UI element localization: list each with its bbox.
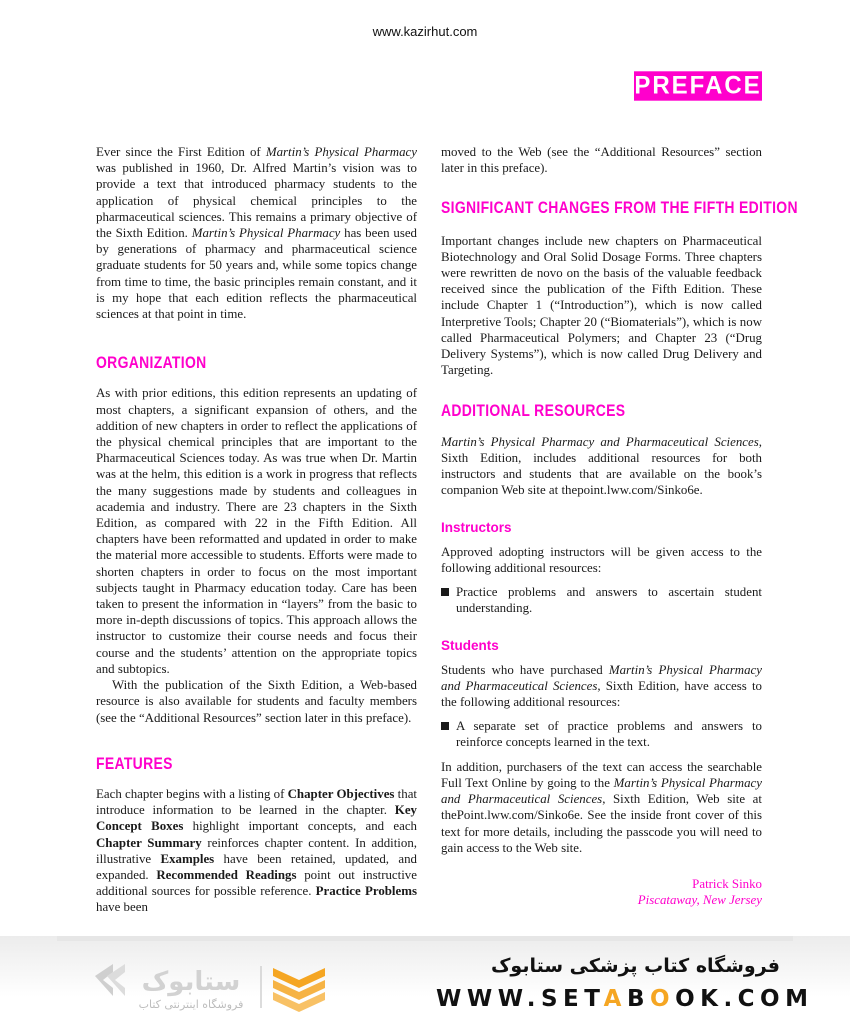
text-run: As with prior editions, this edition represents an updating of most chapters, a significant expansion of others, and the addition of new chapters in order to reflect the applications of the physical chemical principles that are important to the Pharmaceutical Sciences today. As was true when Dr. Martin was at the helm, this edition is a work in progress that reflects the many suggestions made by students and colleagues in academia and industry. There are 23 chapters in the Sixth Edition, as compared with 22 in the Fifth Edition. All chapters have been reformatted and updated in order to make the material more accessible to students. Efforts were made to shorten chapters in order to focus on the most important subjects taught in Pharmacy education today. Care has been taken to present the information in “layers” from the basic to more in-depth discussions of topics. This approach allows the instructor to customize their course needs and focus their course and the students’ attention on the appropriate topics and subtopics.	[96, 386, 417, 676]
text-run: , Sixth Edition, includes additional resources for both instructors and students that are available on the book’s companion Web site at thepoint.lww.com/Sinko6e.	[441, 434, 762, 498]
text-run: Students who have purchased	[441, 662, 609, 677]
left-column	[96, 144, 417, 916]
text-run: has been used by generations of pharmacy and pharmaceutical science graduate students for 50 years and, while some topics change from time to time, the basic principles remain constant, and it is my hope that each edition reflects the pharmaceutical sciences at that point in time.	[96, 226, 417, 322]
author-location: Piscataway, New Jersey	[637, 893, 762, 908]
stacked-chevron-icon	[273, 968, 325, 1012]
preface-banner: PREFACE	[634, 71, 762, 100]
features-heading: FEATURES	[96, 753, 173, 773]
significant-changes-heading: SIGNIFICANT CHANGES FROM THE FIFTH EDITION	[441, 198, 798, 218]
changes-paragraph	[441, 233, 762, 379]
store-url-part: B	[626, 986, 650, 1012]
organization-paragraph	[96, 385, 417, 677]
students-heading: Students	[441, 638, 499, 654]
logo-wordmark: ستابوک	[141, 967, 241, 997]
store-url[interactable]	[436, 986, 814, 1012]
bullet-square-icon	[441, 722, 449, 730]
text-run: have been retained, updated, and expanded.	[96, 851, 417, 882]
italic-title: Martin’s Physical Pharmacy and Pharmaceutical Sciences	[441, 434, 759, 449]
bold-term: Recommended Readings	[156, 867, 297, 882]
resources-paragraph	[441, 434, 762, 499]
store-url-part: OK.COM	[675, 986, 814, 1012]
bold-term: Practice Problems	[315, 884, 417, 899]
setabook-logo[interactable]	[93, 960, 343, 1012]
text-run: With the publication of the Sixth Edition, a Web-based resource is also available for students and faculty members (see the “Additional Resources” section later in this preface).	[96, 678, 417, 725]
intro-paragraph	[96, 144, 417, 322]
text-run: Practice problems and answers to ascertain student understanding.	[456, 585, 762, 616]
text-run: , Sixth Edition, Web site at thePoint.lww.com/Sinko6e. See the inside front cover of this text for more details, including the passcode you will need to gain access to the Web site.	[441, 792, 762, 855]
bold-term: Chapter Summary	[96, 835, 202, 850]
footer-divider	[57, 936, 793, 941]
chevron-logo-icon	[95, 964, 125, 996]
text-run: , Sixth Edition, have access to the following additional resources:	[441, 678, 762, 710]
italic-title: Martin’s Physical Pharmacy and Pharmaceutical Sciences	[441, 662, 763, 693]
text-run: that introduce information to be learned in the chapter.	[96, 786, 418, 818]
bold-term: Examples	[160, 851, 215, 866]
bold-term: Chapter Objectives	[287, 786, 395, 801]
students-bullet-text	[456, 718, 762, 750]
instructors-paragraph	[441, 544, 762, 576]
text-run: point out instructive additional sources for possible reference.	[96, 867, 417, 899]
students-bullet	[441, 718, 762, 750]
site-url[interactable]: www.kazirhut.com	[372, 24, 478, 39]
store-url-part: WWW.SET	[436, 986, 604, 1012]
store-title: فروشگاه کتاب پزشکی ستابوک	[490, 955, 780, 977]
organization-paragraph-2	[96, 677, 417, 726]
text-run: Each chapter begins with a listing of	[96, 786, 288, 801]
text-run: Ever since the First Edition of	[96, 145, 266, 159]
text-run: reinforces chapter content. In addition, illustrative	[96, 835, 417, 866]
signature	[441, 876, 762, 908]
store-url-accent: O	[650, 986, 676, 1012]
instructors-heading: Instructors	[441, 520, 512, 536]
author-name: Patrick Sinko	[692, 876, 762, 891]
bullet-square-icon	[441, 588, 449, 596]
closing-paragraph	[441, 759, 762, 856]
italic-title: Martin’s Physical Pharmacy and Pharmaceutical Sciences	[441, 775, 763, 807]
text-run: moved to the Web (see the “Additional Resources” section later in this preface).	[441, 145, 762, 176]
right-column	[441, 144, 798, 908]
instructors-bullet-text	[456, 584, 762, 616]
text-run: highlight important concepts, and each	[183, 819, 417, 834]
italic-title: Martin’s Physical Pharmacy	[265, 145, 417, 159]
instructors-bullet	[441, 584, 762, 616]
logo-tagline: فروشگاه اینترنتی کتاب	[138, 998, 244, 1011]
text-run: In addition, purchasers of the text can access the searchable Full Text Online by going to the	[441, 759, 762, 790]
text-run: was published in 1960, Dr. Alfred Martin’s vision was to provide a text that introduced pharmacy students to the application of physical chemical principles to the pharmaceutical sciences. This remains a primary objective of the Sixth Edition.	[96, 161, 417, 241]
text-run: Approved adopting instructors will be given access to the following additional resources:	[441, 544, 762, 575]
text-run: have been	[96, 900, 148, 915]
additional-resources-heading: ADDITIONAL RESOURCES	[441, 401, 626, 421]
text-run: Important changes include new chapters on Pharmaceutical Biotechnology and Oral Solid Dosage Forms. Three chapters were rewritten de novo on the basis of the valuable feedback received since the publication of the Fifth Edition. These include Chapter 1 (“Introduction”), which is now called Interpretive Tools; Chapter 20 (“Biomaterials”), which is now called Pharmaceutical Polymers; and Chapter 23 (“Drug Delivery Systems”), which is now called Drug Delivery and Targeting.	[441, 233, 762, 378]
bold-term: Key Concept Boxes	[96, 803, 417, 834]
text-run: A separate set of practice problems and answers to reinforce concepts learned in the text.	[456, 719, 762, 750]
students-paragraph	[441, 662, 762, 711]
store-url-accent: A	[603, 986, 627, 1012]
continuation-paragraph	[441, 144, 762, 176]
organization-heading: ORGANIZATION	[96, 353, 207, 373]
italic-title: Martin’s Physical Pharmacy	[191, 226, 341, 241]
features-paragraph	[96, 786, 417, 916]
